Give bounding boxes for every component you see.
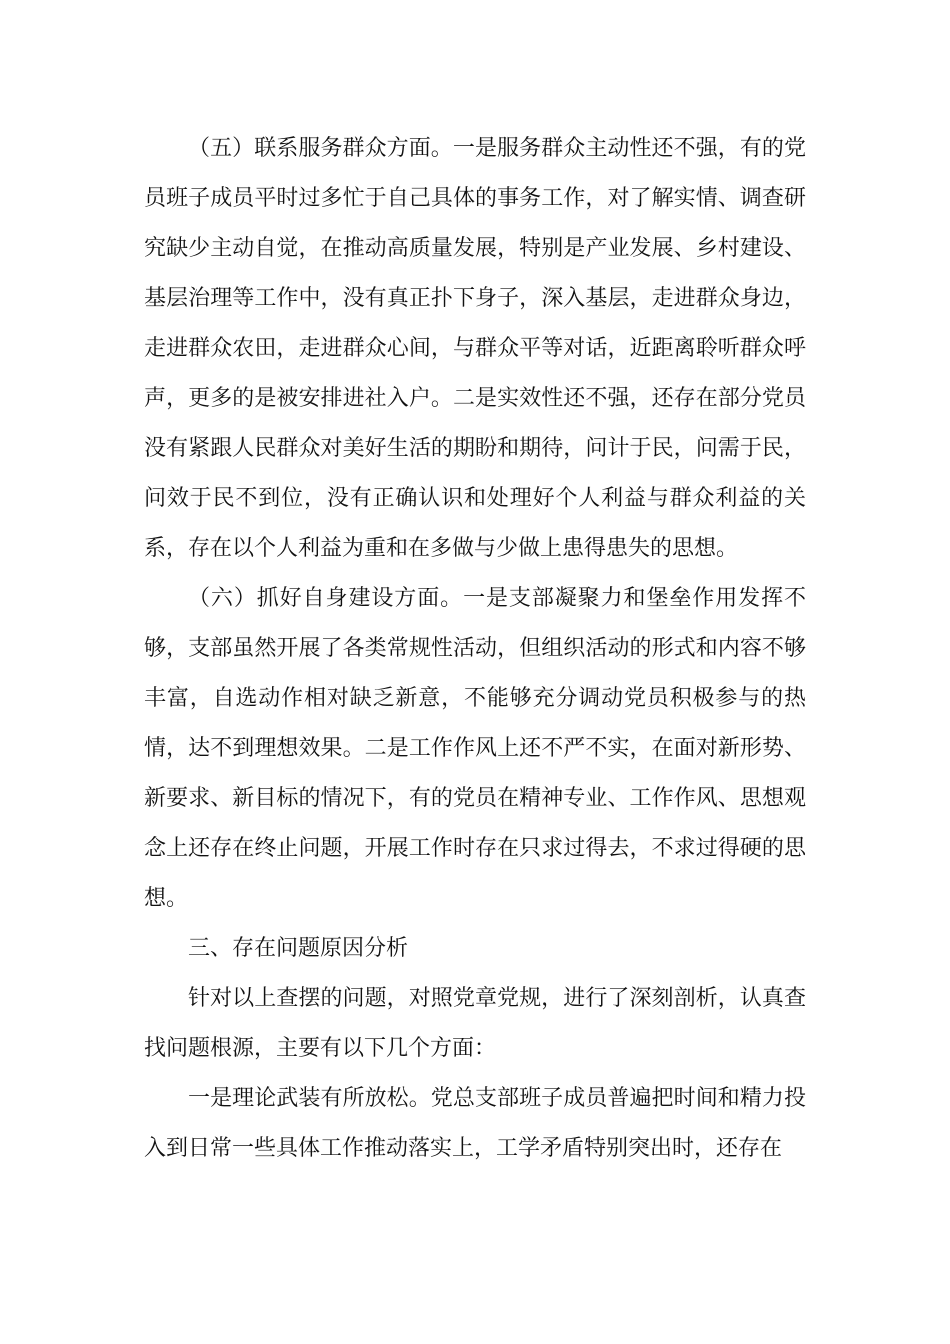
document-body — [144, 124, 806, 1174]
paragraph-contact-service-masses: （五）联系服务群众方面。一是服务群众主动性还不强，有的党员班子成员平时过多忙于自己具体的事务工作，对了解实情、调查研究缺少主动自觉，在推动高质量发展，特别是产业发展、乡村建设、基层治理等工作中，没有真正扑下身子，深入基层，走进群众身边，走进群众农田，走进群众心间，与群众平等对话，近距离聆听群众呼声，更多的是被安排进社入户。二是实效性还不强，还存在部分党员没有紧跟人民群众对美好生活的期盼和期待，问计于民，问需于民，问效于民不到位，没有正确认识和处理好个人利益与群众利益的关系，存在以个人利益为重和在多做与少做上患得患失的思想。 — [144, 136, 806, 561]
paragraph-theory-armament: 一是理论武装有所放松。党总支部班子成员普遍把时间和精力投入到日常一些具体工作推动落实上，工学矛盾特别突出时，还存在 — [144, 1086, 806, 1161]
section-heading-cause-analysis: 三、存在问题原因分析 — [188, 936, 409, 961]
paragraph-self-construction: （六）抓好自身建设方面。一是支部凝聚力和堡垒作用发挥不够，支部虽然开展了各类常规性活动，但组织活动的形式和内容不够丰富，自选动作相对缺乏新意，不能够充分调动党员积极参与的热情，达不到理想效果。二是工作作风上还不严不实，在面对新形势、新要求、新目标的情况下，有的党员在精神专业、工作作风、思想观念上还存在终止问题，开展工作时存在只求过得去，不求过得硬的思想。 — [144, 586, 806, 911]
paragraph-analysis-intro: 针对以上查摆的问题，对照党章党规，进行了深刻剖析，认真查找问题根源，主要有以下几个方面： — [144, 986, 806, 1061]
